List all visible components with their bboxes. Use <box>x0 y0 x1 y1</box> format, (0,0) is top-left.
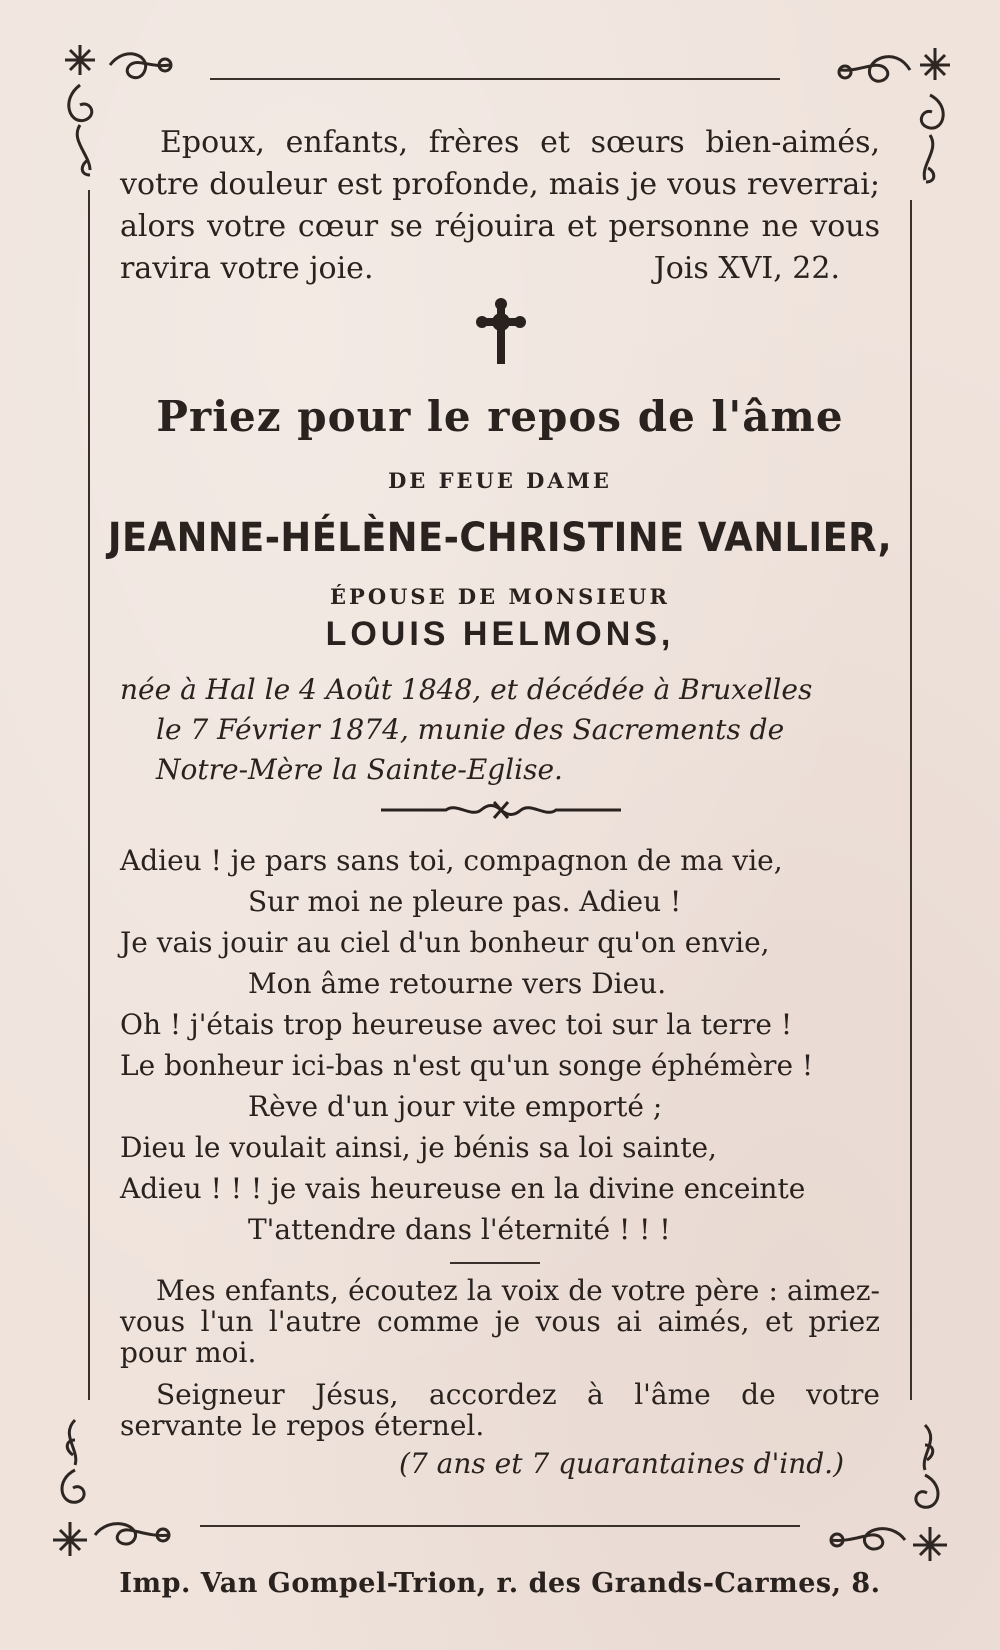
deceased-intro: DE FEUE DAME <box>388 468 612 493</box>
left-rule <box>88 190 90 1400</box>
short-divider <box>450 1262 540 1264</box>
prayer-heading: Priez pour le repos de l'âme <box>156 392 844 441</box>
cross-icon <box>476 298 526 366</box>
epigraph <box>120 122 880 290</box>
closing-text <box>120 1275 880 1479</box>
deceased-name: JEANNE-HÉLÈNE-CHRISTINE VANLIER, <box>107 515 893 561</box>
flourish-divider-icon <box>376 798 626 822</box>
closing-paragraph-2: Seigneur Jésus, accordez à l'âme de votre servante le repos éternel. <box>120 1378 880 1442</box>
closing-paragraph-1: Mes enfants, écoutez la voix de votre père : aimez-vous l'un l'autre comme je vous ai aimés, et priez pour moi. <box>120 1274 880 1369</box>
poem-line: Oh ! j'étais trop heureuse avec toi sur la terre ! <box>120 1008 793 1041</box>
right-rule <box>910 200 912 1400</box>
poem-line: T'attendre dans l'éternité ! ! ! <box>248 1213 671 1246</box>
poem <box>120 840 880 1250</box>
poem-line: Dieu le voulait ainsi, je bénis sa loi sainte, <box>120 1131 717 1164</box>
indulgence-note: (7 ans et 7 quarantaines d'ind.) <box>399 1447 844 1480</box>
poem-line: Le bonheur ici-bas n'est qu'un songe éphémère ! <box>120 1049 814 1082</box>
poem-line: Mon âme retourne vers Dieu. <box>248 967 667 1000</box>
dates-line-2: le 7 Février 1874, munie des Sacrements de <box>156 713 785 746</box>
epigraph-text: Epoux, enfants, frères et sœurs bien-aimés, votre douleur est profonde, mais je vous reverrai; alors votre cœur se réjouira et personne ne vous ravira votre joie. <box>120 125 880 286</box>
printer-imprint: Imp. Van Gompel-Trion, r. des Grands-Carmes, 8. <box>119 1568 881 1599</box>
bottom-rule <box>200 1525 800 1527</box>
poem-line: Adieu ! je pars sans toi, compagnon de ma vie, <box>120 844 783 877</box>
life-dates <box>120 670 880 790</box>
spouse-intro: ÉPOUSE DE MONSIEUR <box>330 584 670 609</box>
poem-line: Rève d'un jour vite emporté ; <box>248 1090 663 1123</box>
poem-line: Adieu ! ! ! je vais heureuse en la divine enceinte <box>120 1172 806 1205</box>
dates-line-1: née à Hal le 4 Août 1848, et décédée à Bruxelles <box>120 673 813 706</box>
poem-line: Sur moi ne pleure pas. Adieu ! <box>248 885 682 918</box>
top-rule <box>210 78 780 80</box>
spouse-name: LOUIS HELMONS, <box>325 615 675 653</box>
poem-line: Je vais jouir au ciel d'un bonheur qu'on envie, <box>120 926 770 959</box>
dates-line-3: Notre-Mère la Sainte-Eglise. <box>156 753 563 786</box>
epigraph-reference: Jois XVI, 22. <box>653 251 840 286</box>
